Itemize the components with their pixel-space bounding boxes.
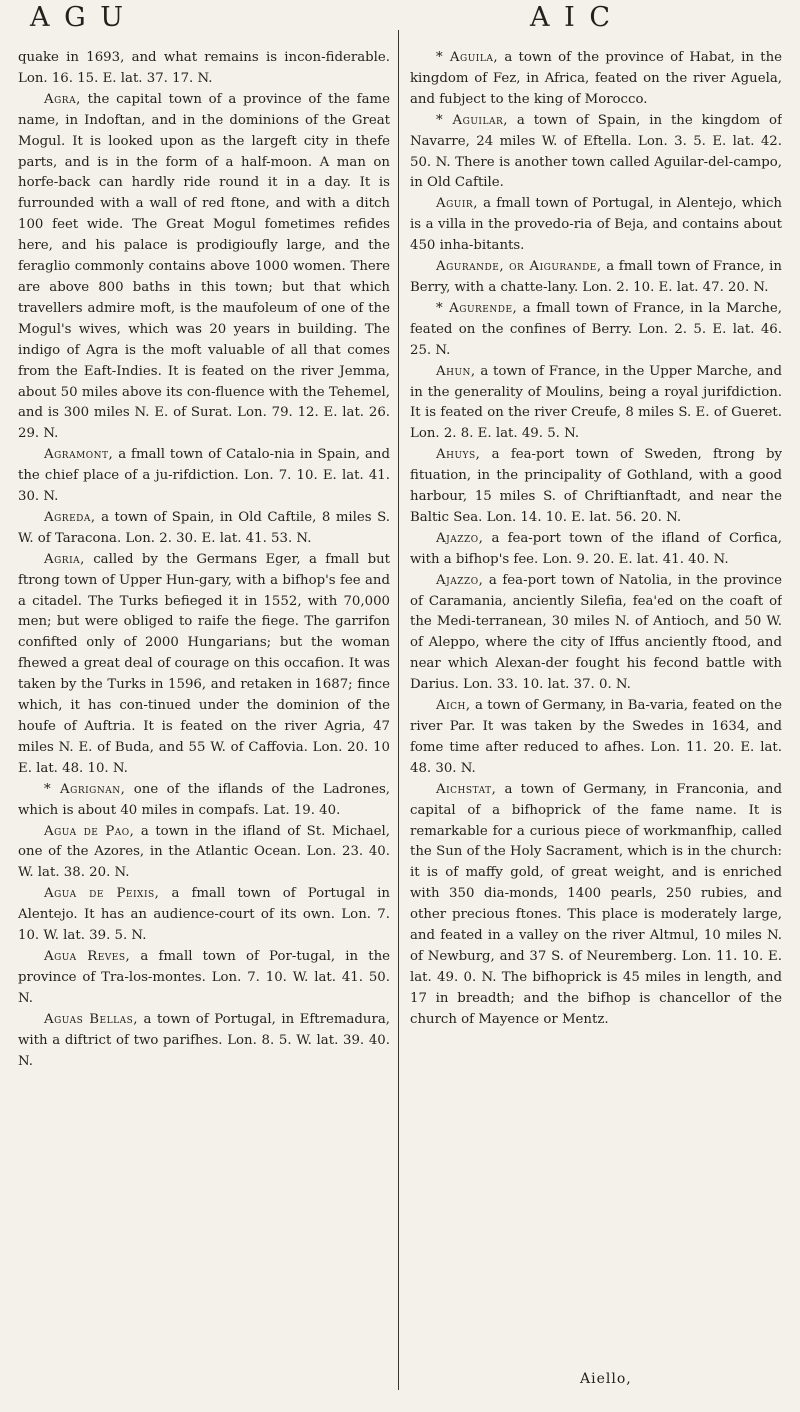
entry-text: a town of Spain, in the kingdom of Navarre, 24 miles W. of Eftella. Lon. 3. 5. E. lat. 42. 50. N. There is another town called Aguilar-del-campo, in Old Caftile. — [410, 112, 782, 191]
entry-text: a fmall town of France, in la Marche, feated on the confines of Berry. Lon. 2. 5. E. lat. 46. 25. N. — [410, 300, 782, 358]
entry-headword: Ahun, — [436, 363, 476, 379]
dictionary-entry — [18, 508, 390, 550]
entry-headword: Ajazzo, — [436, 572, 484, 588]
entry-headword: Agria, — [44, 551, 85, 567]
dictionary-entry — [410, 48, 782, 111]
entry-headword: Agua de Peixis, — [44, 886, 160, 902]
entry-text: the capital town of a province of the fame name, in Indoftan, and in the dominions of the Great Mogul. It is looked upon as the largeft city in thefe parts, and is in the form of a half-moon. A man on horfe-back can hardly ride round it in a day. It is furrounded with a wall of red ftone, and with a ditch 100 feet wide. The Great Mogul fometimes refides here, and his palace is prodigioufly large, and the feraglio commonly contains above 1000 women. There are above 800 baths in this town; but that which travellers admire moft, is the maufoleum of one of the Mogul's wives, which was 20 years in building. The indigo of Agra is the moft valuable of all that comes from the Eaft-Indies. It is feated on the river Jemma, about 50 miles above its con-fluence with the Tehemel, and is 300 miles N. E. of Surat. Lon. 79. 12. E. lat. 26. 29. N. — [18, 91, 390, 442]
dictionary-entry — [18, 90, 390, 445]
entry-headword: Aguir, — [436, 196, 478, 212]
entry-headword: * Aguilar, — [436, 112, 508, 128]
entry-headword: Aguas Bellas, — [44, 1011, 138, 1027]
entry-text: a fmall town of Portugal in Alentejo. It has an audience-court of its own. Lon. 7. 10. W. lat. 39. 5. N. — [18, 886, 390, 944]
entry-text: a town of Germany, in Ba-varia, feated on the river Par. It was taken by the Swedes in 1634, and fome time after reduced to afhes. Lon. 11. 20. E. lat. 48. 30. N. — [410, 698, 782, 776]
entry-text: a fmall town of Catalo-nia in Spain, and the chief place of a ju-rifdiction. Lon. 7. 10. E. lat. 41. 30. N. — [18, 447, 390, 505]
dictionary-entry — [18, 48, 390, 90]
dictionary-entry — [18, 822, 390, 885]
dictionary-entry — [410, 571, 782, 696]
dictionary-entry — [18, 445, 390, 508]
entry-text: a fmall town of Por-tugal, in the province of Tra-los-montes. Lon. 7. 10. W. lat. 41. 50. N. — [18, 948, 390, 1006]
entry-headword: Agua Reves, — [44, 948, 131, 964]
entry-headword: Agreda, — [44, 509, 96, 525]
entry-headword: * Agrignan, — [44, 781, 126, 797]
entry-headword: Agurande, or Aigurande, — [436, 259, 602, 275]
entry-text: a town in the ifland of St. Michael, one of the Azores, in the Atlantic Ocean. Lon. 23. 40. W. lat. 38. 20. N. — [18, 823, 390, 881]
dictionary-entry — [410, 257, 782, 299]
entry-headword: Agra, — [44, 91, 81, 107]
entry-headword: * Agurende, — [436, 300, 518, 316]
column-divider — [398, 30, 399, 1390]
dictionary-entry — [18, 1010, 390, 1073]
left-column — [18, 48, 390, 1368]
dictionary-entry — [410, 194, 782, 257]
entry-text: a town of the province of Habat, in the kingdom of Fez, in Africa, feated on the river Aguela, and fubject to the king of Morocco. — [410, 50, 782, 107]
entry-headword: Agua de Pao, — [44, 823, 135, 839]
catchword: Aiello, — [580, 1371, 632, 1387]
dictionary-entry — [410, 696, 782, 780]
entry-text: one of the iflands of the Ladrones, which is about 40 miles in compafs. Lat. 19. 40. — [18, 781, 390, 818]
entry-text: a fmall town of France, in Berry, with a chatte-lany. Lon. 2. 10. E. lat. 47. 20. N. — [410, 259, 782, 295]
dictionary-entry — [410, 111, 782, 195]
page-header — [0, 0, 800, 40]
dictionary-entry — [410, 445, 782, 529]
dictionary-entry — [18, 884, 390, 947]
entry-headword: Aich, — [436, 698, 471, 714]
entry-text: a fea-port town of Sweden, ftrong by fituation, in the principality of Gothland, with a good harbour, 15 miles S. of Chriftianftadt, and near the Baltic Sea. Lon. 14. 10. E. lat. 56. 20. N. — [410, 447, 782, 525]
dictionary-entry — [18, 780, 390, 822]
entry-text: a fmall town of Portugal, in Alentejo, which is a villa in the provedo-ria of Beja, and contains about 450 inha-bitants. — [410, 196, 782, 254]
dictionary-entry — [410, 780, 782, 1031]
entry-headword: Agramont, — [44, 447, 114, 463]
entry-headword: Ajazzo, — [436, 530, 484, 546]
running-head-right: A I C — [530, 2, 613, 33]
dictionary-entry — [18, 550, 390, 780]
entry-headword: * Aguila, — [436, 50, 499, 65]
dictionary-entry — [18, 947, 390, 1010]
entry-text: a town of Germany, in Franconia, and capital of a bifhoprick of the fame name. It is remarkable for a curious piece of workmanfhip, called the Sun of the Holy Sacrament, which is in the church: it is of maffy gold, of great weight, and is enriched with 350 dia-monds, 1400 pearls, 250 rubies, and other precious ftones. This place is moderately large, and feated in a valley on the river Altmul, 10 miles N. of Newburg, and 37 S. of Neuremberg. Lon. 11. 10. E. lat. 49. 0. N. The bifhoprick is 45 miles in length, and 17 in breadth; and the bifhop is chancellor of the church of Mayence or Mentz. — [410, 781, 782, 1027]
dictionary-entry — [410, 529, 782, 571]
entry-text: a fea-port town of the ifland of Corfica, with a bifhop's fee. Lon. 9. 20. E. lat. 41. 40. N. — [410, 530, 782, 567]
entry-text: a town of Portugal, in Eftremadura, with a diftrict of two parifhes. Lon. 8. 5. W. lat. 39. 40. N. — [18, 1011, 390, 1069]
dictionary-entry — [410, 362, 782, 446]
entry-text: a fea-port town of Natolia, in the province of Caramania, anciently Silefia, fea'ed on the coaft of the Medi-terranean, 30 miles N. of Antioch, and 50 W. of Aleppo, where the city of Iffus anciently ftood, and near which Alexan-der fought his fecond battle with Darius. Lon. 33. 10. lat. 37. 0. N. — [410, 572, 782, 693]
entry-headword: Aichstat, — [436, 781, 497, 797]
dictionary-entry — [410, 299, 782, 362]
entry-headword: Ahuys, — [436, 447, 481, 463]
entry-text: called by the Germans Eger, a fmall but ftrong town of Upper Hun-gary, with a bifhop's fee and a citadel. The Turks befieged it in 1552, with 70,000 men; but were obliged to raife the fiege. The garrifon confifted only of 2000 Hungarians; but the woman fhewed a great deal of courage on this occafion. It was taken by the Turks in 1596, and retaken in 1687; fince which, it has con-tinued under the dominion of the houfe of Auftria. It is feated on the river Agria, 47 miles N. E. of Buda, and 55 W. of Caffovia. Lon. 20. 10 E. lat. 48. 10. N. — [18, 551, 390, 776]
entry-text: a town of France, in the Upper Marche, and in the generality of Moulins, being a royal jurifdiction. It is feated on the river Creufe, 8 miles S. E. of Gueret. Lon. 2. 8. E. lat. 49. 5. N. — [410, 363, 782, 442]
entry-text: a town of Spain, in Old Caftile, 8 miles S. W. of Taracona. Lon. 2. 30. E. lat. 41. 53. N. — [18, 509, 390, 546]
running-head-left: A G U — [30, 2, 126, 33]
entry-text: quake in 1693, and what remains is incon-fiderable. Lon. 16. 15. E. lat. 37. 17. N. — [18, 50, 390, 86]
right-column — [410, 48, 782, 1368]
